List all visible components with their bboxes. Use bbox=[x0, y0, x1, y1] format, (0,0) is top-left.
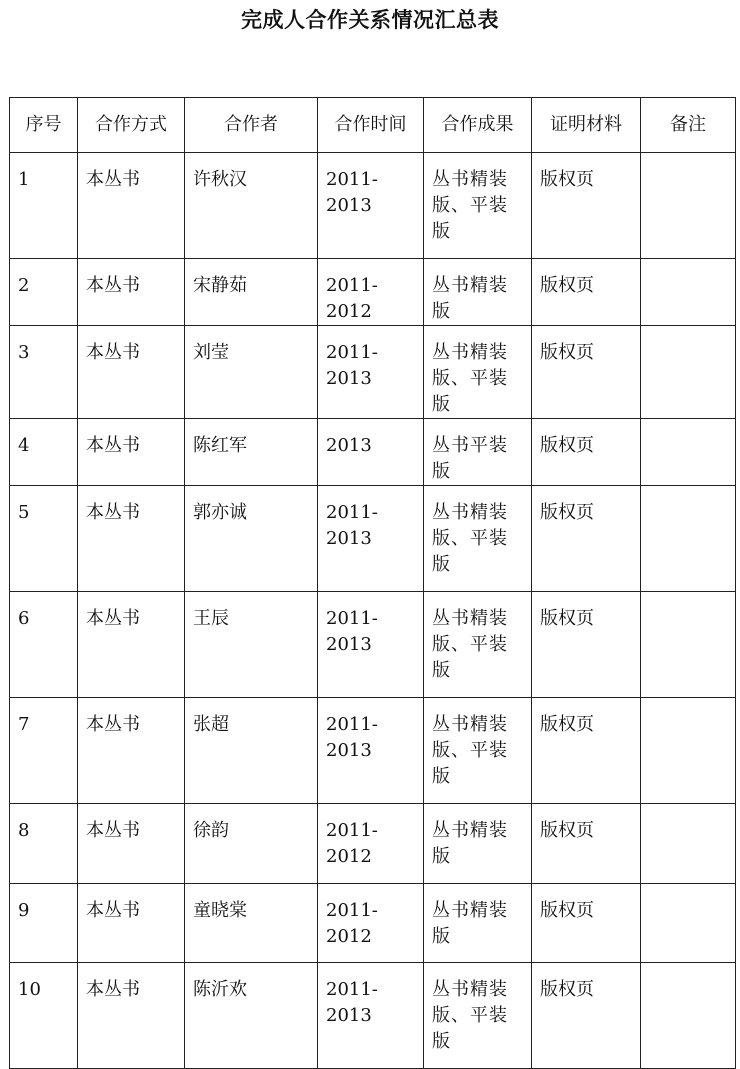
header-period: 合作时间 bbox=[318, 98, 424, 153]
header-result: 合作成果 bbox=[424, 98, 532, 153]
result-line: 版 bbox=[432, 926, 451, 947]
cell-result bbox=[424, 698, 532, 804]
cell-mode: 本丛书 bbox=[78, 884, 185, 963]
result-line: 版 bbox=[432, 846, 451, 867]
table-row bbox=[10, 804, 736, 884]
table-body bbox=[10, 153, 736, 1069]
table-row bbox=[10, 698, 736, 804]
cell-period: 2011-2012 bbox=[318, 804, 424, 884]
table-row bbox=[10, 326, 736, 419]
cell-period: 2011-2013 bbox=[318, 486, 424, 592]
cell-index: 1 bbox=[10, 153, 78, 259]
cell-note bbox=[641, 698, 736, 804]
table-row bbox=[10, 259, 736, 326]
cell-evidence: 版权页 bbox=[532, 153, 641, 259]
result-line: 版、平装 bbox=[432, 1005, 508, 1026]
table-row bbox=[10, 592, 736, 698]
result-line: 版、平装 bbox=[432, 528, 508, 549]
cell-period: 2011-2012 bbox=[318, 884, 424, 963]
cell-index: 3 bbox=[10, 326, 78, 419]
header-note: 备注 bbox=[641, 98, 736, 153]
result-line: 版 bbox=[432, 394, 451, 415]
cell-partner: 刘莹 bbox=[185, 326, 318, 419]
cell-partner: 郭亦诚 bbox=[185, 486, 318, 592]
result-line: 版 bbox=[432, 554, 451, 575]
cell-evidence: 版权页 bbox=[532, 804, 641, 884]
cell-result bbox=[424, 259, 532, 326]
cell-note bbox=[641, 153, 736, 259]
cell-note bbox=[641, 419, 736, 486]
cell-evidence: 版权页 bbox=[532, 592, 641, 698]
result-line: 版、平装 bbox=[432, 368, 508, 389]
cell-partner: 徐韵 bbox=[185, 804, 318, 884]
cell-mode: 本丛书 bbox=[78, 259, 185, 326]
header-evidence: 证明材料 bbox=[532, 98, 641, 153]
cell-evidence: 版权页 bbox=[532, 486, 641, 592]
cell-period: 2011-2013 bbox=[318, 326, 424, 419]
cell-index: 2 bbox=[10, 259, 78, 326]
cell-period: 2011-2013 bbox=[318, 698, 424, 804]
cell-index: 9 bbox=[10, 884, 78, 963]
cell-partner: 张超 bbox=[185, 698, 318, 804]
cell-index: 8 bbox=[10, 804, 78, 884]
table-header-row bbox=[10, 98, 736, 153]
cell-note bbox=[641, 592, 736, 698]
cell-index: 7 bbox=[10, 698, 78, 804]
table-row bbox=[10, 419, 736, 486]
result-line: 丛书平装 bbox=[432, 435, 508, 456]
result-line: 丛书精装 bbox=[432, 275, 508, 296]
cell-mode: 本丛书 bbox=[78, 592, 185, 698]
result-line: 版 bbox=[432, 1031, 451, 1052]
cell-index: 6 bbox=[10, 592, 78, 698]
cell-evidence: 版权页 bbox=[532, 698, 641, 804]
cell-evidence: 版权页 bbox=[532, 419, 641, 486]
result-line: 版、平装 bbox=[432, 740, 508, 761]
result-line: 丛书精装 bbox=[432, 608, 508, 629]
cell-evidence: 版权页 bbox=[532, 884, 641, 963]
cell-result bbox=[424, 419, 532, 486]
cell-result bbox=[424, 486, 532, 592]
result-line: 版 bbox=[432, 766, 451, 787]
result-line: 丛书精装 bbox=[432, 342, 508, 363]
table-row bbox=[10, 153, 736, 259]
cell-evidence: 版权页 bbox=[532, 963, 641, 1069]
cell-mode: 本丛书 bbox=[78, 326, 185, 419]
cell-mode: 本丛书 bbox=[78, 698, 185, 804]
cell-result bbox=[424, 326, 532, 419]
cell-partner: 王辰 bbox=[185, 592, 318, 698]
summary-table bbox=[9, 97, 736, 1069]
result-line: 丛书精装 bbox=[432, 169, 508, 190]
result-line: 丛书精装 bbox=[432, 502, 508, 523]
cell-mode: 本丛书 bbox=[78, 963, 185, 1069]
cell-index: 4 bbox=[10, 419, 78, 486]
table-row bbox=[10, 486, 736, 592]
result-line: 版 bbox=[432, 221, 451, 242]
cell-period: 2011-2013 bbox=[318, 153, 424, 259]
cell-note bbox=[641, 326, 736, 419]
cell-period: 2011-2013 bbox=[318, 592, 424, 698]
result-line: 丛书精装 bbox=[432, 820, 508, 841]
result-line: 丛书精装 bbox=[432, 979, 508, 1000]
cell-result bbox=[424, 804, 532, 884]
cell-result bbox=[424, 592, 532, 698]
cell-partner: 陈沂欢 bbox=[185, 963, 318, 1069]
cell-period: 2013 bbox=[318, 419, 424, 486]
cell-mode: 本丛书 bbox=[78, 419, 185, 486]
cell-partner: 许秋汉 bbox=[185, 153, 318, 259]
cell-period: 2011-2013 bbox=[318, 963, 424, 1069]
cell-note bbox=[641, 804, 736, 884]
result-line: 版、平装 bbox=[432, 634, 508, 655]
result-line: 版、平装 bbox=[432, 195, 508, 216]
page-title: 完成人合作关系情况汇总表 bbox=[241, 7, 499, 32]
result-line: 版 bbox=[432, 301, 451, 322]
cell-evidence: 版权页 bbox=[532, 326, 641, 419]
cell-note bbox=[641, 884, 736, 963]
cell-result bbox=[424, 153, 532, 259]
result-line: 版 bbox=[432, 660, 451, 681]
cell-index: 10 bbox=[10, 963, 78, 1069]
cell-partner: 童晓棠 bbox=[185, 884, 318, 963]
header-mode: 合作方式 bbox=[78, 98, 185, 153]
cell-note bbox=[641, 486, 736, 592]
cell-result bbox=[424, 884, 532, 963]
cell-period: 2011-2012 bbox=[318, 259, 424, 326]
cell-partner: 宋静茹 bbox=[185, 259, 318, 326]
cell-partner: 陈红军 bbox=[185, 419, 318, 486]
cell-evidence: 版权页 bbox=[532, 259, 641, 326]
cell-result bbox=[424, 963, 532, 1069]
cell-index: 5 bbox=[10, 486, 78, 592]
cell-note bbox=[641, 259, 736, 326]
cell-mode: 本丛书 bbox=[78, 153, 185, 259]
table-row bbox=[10, 884, 736, 963]
result-line: 丛书精装 bbox=[432, 714, 508, 735]
header-index: 序号 bbox=[10, 98, 78, 153]
result-line: 丛书精装 bbox=[432, 900, 508, 921]
cell-mode: 本丛书 bbox=[78, 804, 185, 884]
header-partner: 合作者 bbox=[185, 98, 318, 153]
cell-note bbox=[641, 963, 736, 1069]
cell-mode: 本丛书 bbox=[78, 486, 185, 592]
table-row bbox=[10, 963, 736, 1069]
result-line: 版 bbox=[432, 461, 451, 482]
